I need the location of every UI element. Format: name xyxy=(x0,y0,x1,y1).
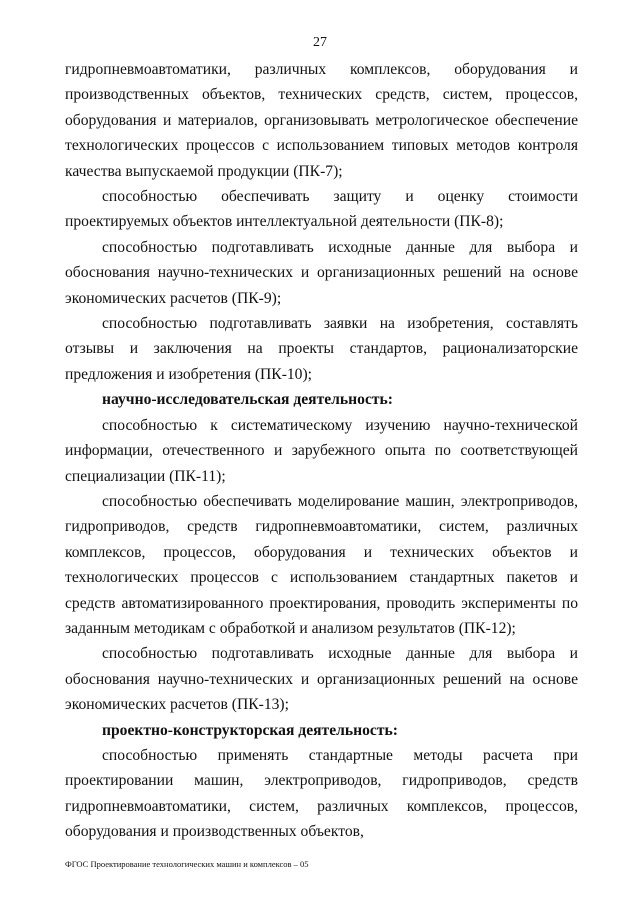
paragraph-design-methods: способностью применять стандартные методы расчета при проектировании машин, электроприводов, гидроприводов, средств гидропневмоавтоматики, систем, различных комплексов, процессов, оборудования и производственных объектов, xyxy=(65,746,578,841)
page-footer: ФГОС Проектирование технологических машин и комплексов – 05 xyxy=(65,859,309,869)
section-heading-design: проектно-конструкторская деятельность: xyxy=(102,721,398,739)
paragraph-continuation: гидропневмоавтоматики, различных комплексов, оборудования и производственных объектов, технических средств, систем, процессов, оборудования и материалов, организовывать метрологическое обеспечение технологических процессов с использованием типовых методов контроля качества выпускаемой продукции (ПК-7); xyxy=(65,61,578,180)
document-body xyxy=(65,57,578,845)
paragraph-pk-9: способностью подготавливать исходные данные для выбора и обоснования научно-технических и организационных решений на основе экономических расчетов (ПК-9); xyxy=(65,238,578,307)
paragraph-pk-12: способностью обеспечивать моделирование машин, электроприводов, гидроприводов, средств гидропневмоавтоматики, систем, различных комплексов, процессов, оборудования и технических объектов и технологических процессов с использованием стандартных пакетов и средств автоматизированного проектирования, проводить эксперименты по заданным методикам с обработкой и анализом результатов (ПК-12); xyxy=(65,492,578,637)
paragraph-pk-13: способностью подготавливать исходные данные для выбора и обоснования научно-технических и организационных решений на основе экономических расчетов (ПК-13); xyxy=(65,645,578,714)
paragraph-pk-11: способностью к систематическому изучению научно-технической информации, отечественного и зарубежного опыта по соответствующей специализации (ПК-11); xyxy=(65,416,578,485)
page-number: 27 xyxy=(313,35,327,50)
paragraph-pk-8: способностью обеспечивать защиту и оценку стоимости проектируемых объектов интеллектуальной деятельности (ПК-8); xyxy=(65,188,578,231)
section-heading-research: научно-исследовательская деятельность: xyxy=(102,391,393,409)
paragraph-pk-10: способностью подготавливать заявки на изобретения, составлять отзывы и заключения на проекты стандартов, рационализаторские предложения и изобретения (ПК-10); xyxy=(65,315,578,383)
